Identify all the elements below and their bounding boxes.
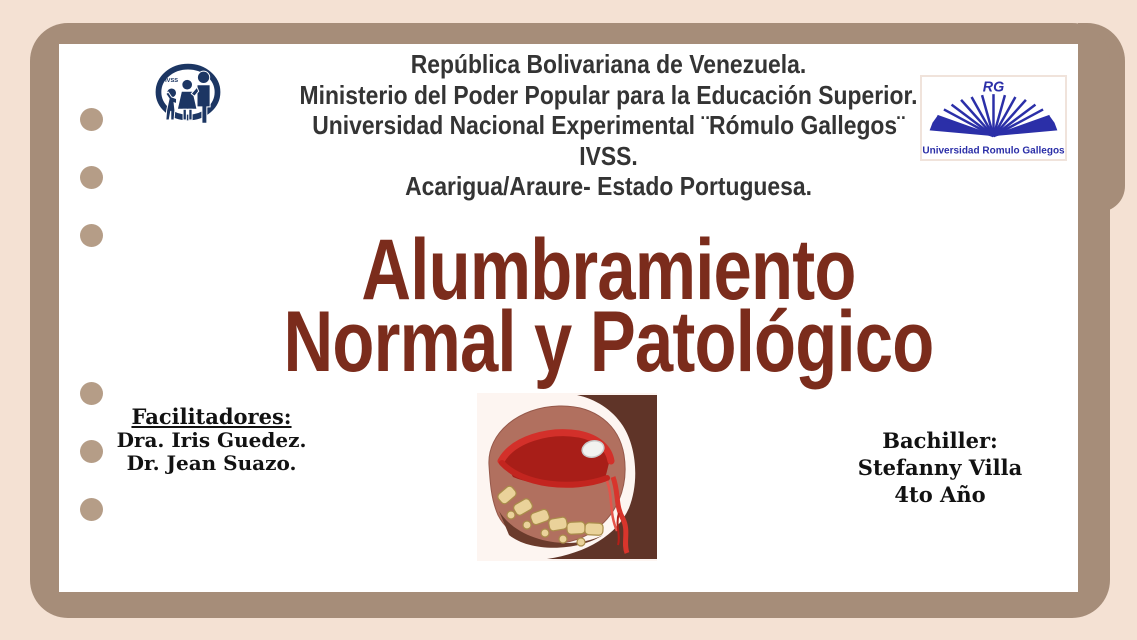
urg-fan-rays <box>930 94 1058 136</box>
binder-dot-1 <box>80 108 103 131</box>
header-line-university: Universidad Nacional Experimental ¨Rómulo Gallegos¨ <box>312 110 905 141</box>
uterus-illustration <box>477 393 657 561</box>
binder-dot-4 <box>80 382 103 405</box>
slide-canvas <box>59 44 1078 592</box>
presenter-year: 4to Año <box>894 482 986 507</box>
urg-monogram: RG <box>982 79 1005 96</box>
urg-logo <box>920 75 1067 161</box>
header-line-country: República Bolivariana de Venezuela. <box>410 49 807 79</box>
urg-logo-graphic <box>922 77 1065 163</box>
slide-header <box>204 49 1013 202</box>
slide-title <box>241 222 976 390</box>
header-line-location: Acarigua/Araure- Estado Portuguesa. <box>405 171 812 202</box>
header-line-ivss: IVSS. <box>579 140 638 171</box>
header-line-ministry: Ministerio del Poder Popular para la Educación Superior. <box>299 79 918 110</box>
facilitator-name-2: Dr. Jean Suazo. <box>126 451 297 475</box>
facilitator-name-1: Dra. Iris Guedez. <box>116 427 307 452</box>
ivss-logo-label: IVSS <box>165 78 179 85</box>
binder-dot-6 <box>80 498 103 521</box>
binder-dot-2 <box>80 166 103 189</box>
presenter-name: Stefanny Villa <box>857 455 1023 480</box>
title-line-1: Alumbramiento <box>361 222 856 318</box>
title-line-2: Normal y Patológico <box>283 294 934 390</box>
presenter-heading: Bachiller: <box>882 428 998 453</box>
uterus-illustration-graphic <box>477 393 657 561</box>
facilitators-block <box>109 405 314 476</box>
facilitators-heading: Facilitadores: <box>131 404 292 429</box>
binder-dot-3 <box>80 224 103 247</box>
urg-logo-caption: Universidad Romulo Gallegos <box>922 145 1065 157</box>
presenter-block <box>840 427 1040 508</box>
binder-dot-5 <box>80 440 103 463</box>
